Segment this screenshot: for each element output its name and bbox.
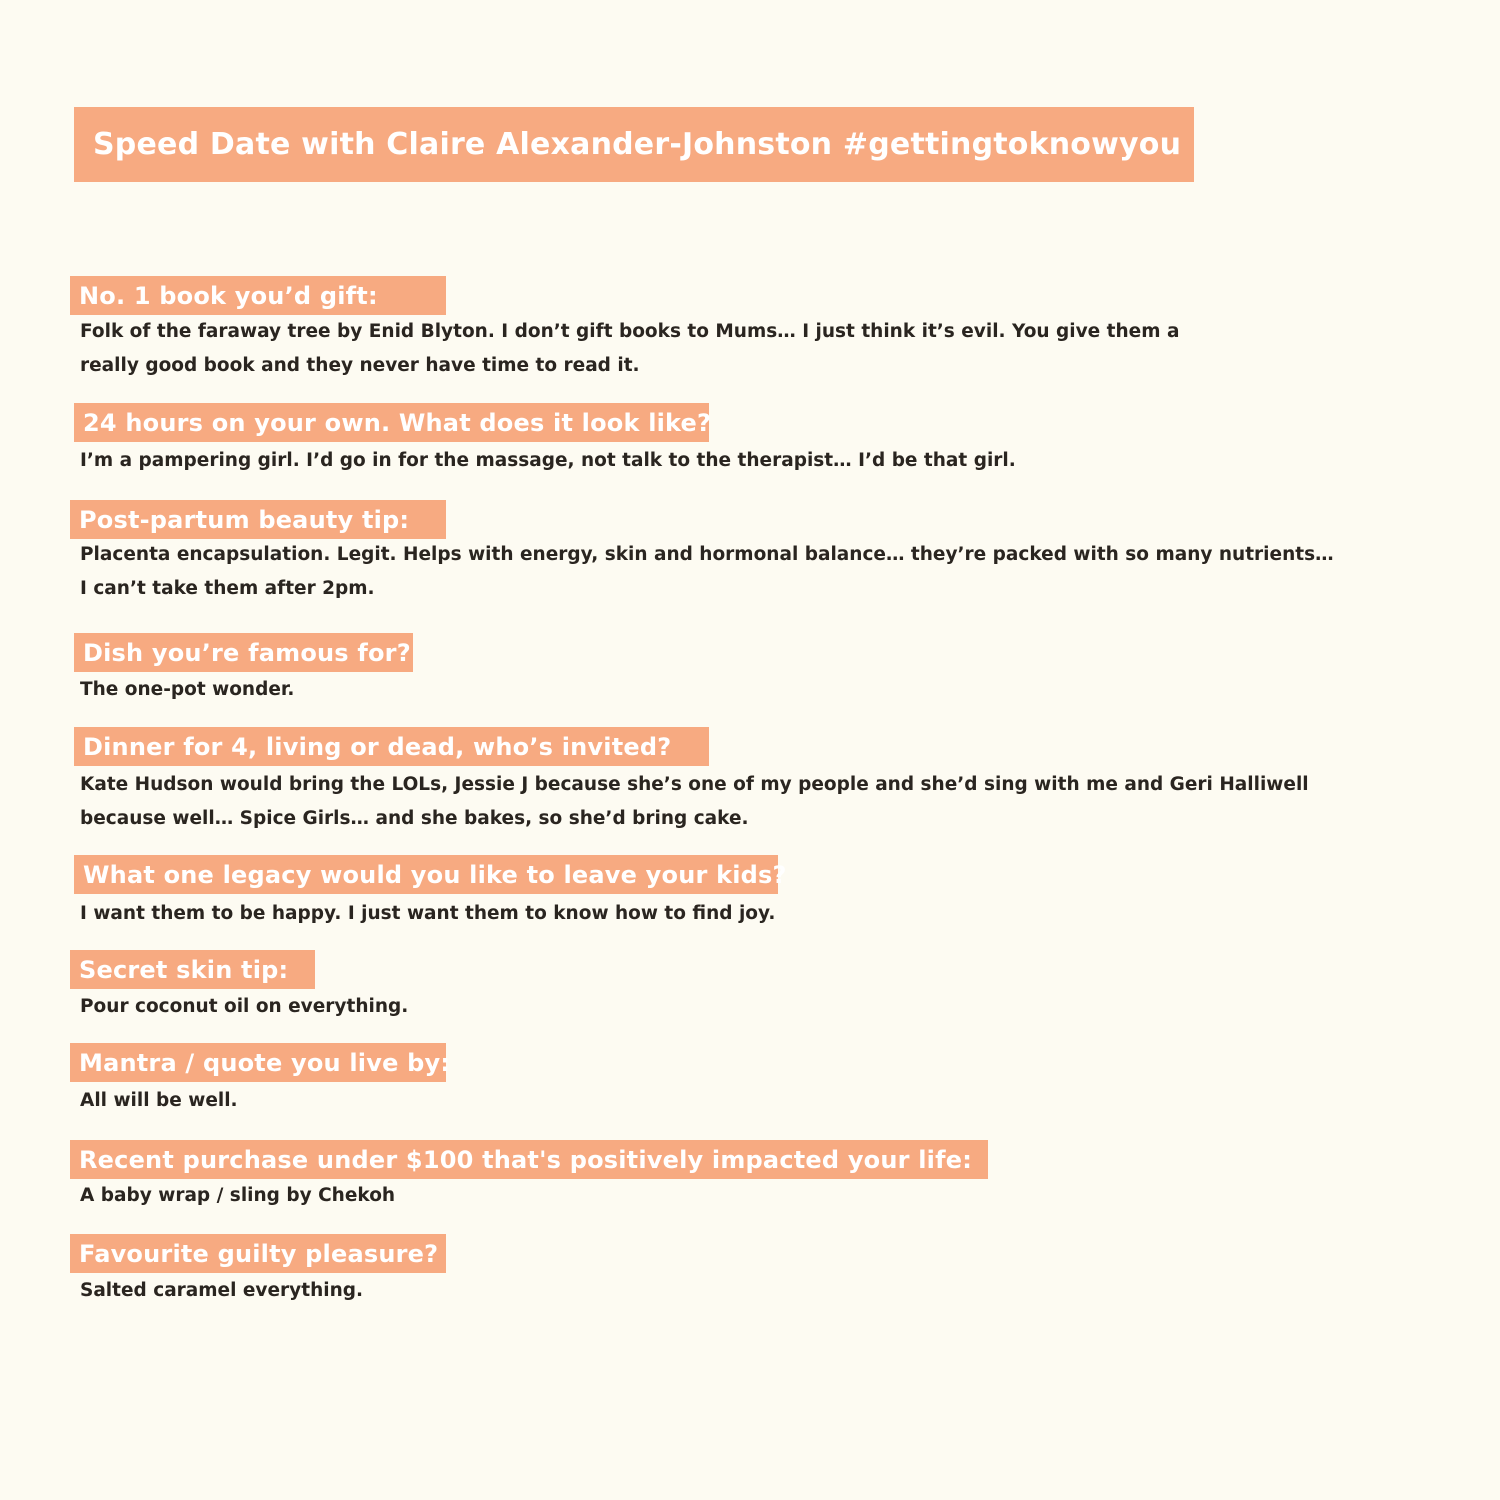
answer-line: I’m a pampering girl. I’d go in for the massage, not talk to the therapist… I’d be that girl.: [80, 450, 1016, 471]
question-label: Secret skin tip:: [70, 950, 315, 989]
question-label: What one legacy would you like to leave your kids?: [74, 855, 778, 894]
answer-line: Placenta encapsulation. Legit. Helps with energy, skin and hormonal balance… they’re packed with so many nutrients…: [80, 544, 1334, 565]
question-label: Dish you’re famous for?: [74, 633, 413, 672]
answer-text: [80, 1084, 1380, 1118]
answer-line: All will be well.: [80, 1090, 238, 1111]
question-label: Mantra / quote you live by:: [70, 1043, 446, 1082]
answer-text: [80, 538, 1380, 606]
answer-text: [80, 1274, 1380, 1308]
answer-line: Kate Hudson would bring the LOLs, Jessie J because she’s one of my people and she’d sing with me and Geri Halliwell: [80, 774, 1309, 795]
answer-line: really good book and they never have time to read it.: [80, 355, 640, 376]
answer-line: Salted caramel everything.: [80, 1280, 364, 1301]
answer-line: I want them to be happy. I just want them to know how to find joy.: [80, 903, 776, 924]
answer-text: [80, 897, 1380, 931]
question-label: Recent purchase under $100 that's positively impacted your life:: [70, 1140, 988, 1179]
question-label: Dinner for 4, living or dead, who’s invited?: [74, 727, 709, 766]
answer-text: [80, 673, 1380, 707]
question-label: Post-partum beauty tip:: [70, 500, 446, 539]
answer-text: [80, 990, 1380, 1024]
answer-line: The one-pot wonder.: [80, 679, 295, 700]
question-label: 24 hours on your own. What does it look like?: [74, 403, 709, 442]
answer-line: A baby wrap / sling by Chekoh: [80, 1185, 396, 1206]
question-label: No. 1 book you’d gift:: [70, 276, 446, 315]
answer-line: Pour coconut oil on everything.: [80, 996, 409, 1017]
answer-text: [80, 768, 1380, 836]
answer-text: [80, 1179, 1380, 1213]
answer-line: because well… Spice Girls… and she bakes, so she’d bring cake.: [80, 808, 749, 829]
answer-line: Folk of the faraway tree by Enid Blyton. I don’t gift books to Mums… I just think it’s evil. You give them a: [80, 321, 1180, 342]
answer-line: I can’t take them after 2pm.: [80, 578, 375, 599]
title-banner: [74, 107, 1194, 182]
page-title: Speed Date with Claire Alexander-Johnston #gettingtoknowyou: [93, 127, 1182, 162]
answer-text: [80, 444, 1380, 478]
question-label: Favourite guilty pleasure?: [70, 1234, 446, 1273]
answer-text: [80, 315, 1380, 383]
